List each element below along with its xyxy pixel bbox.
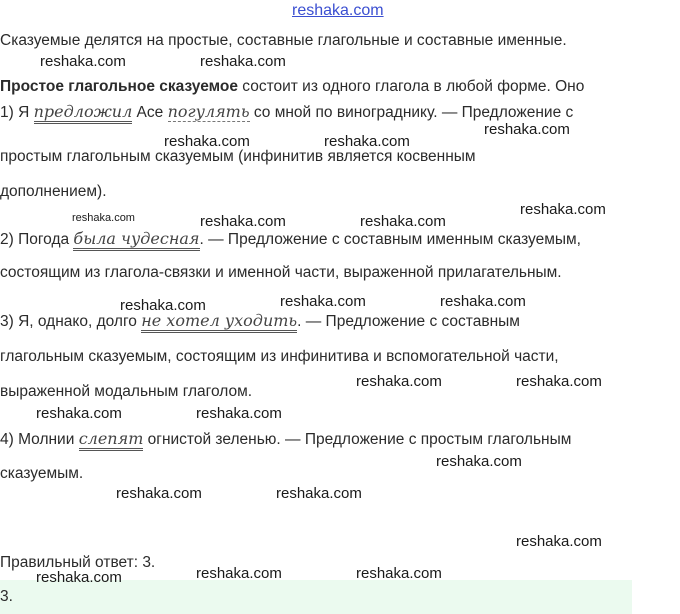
watermark: reshaka.com bbox=[164, 133, 250, 150]
ex2-pre: 2) Погода bbox=[0, 231, 74, 248]
example-3-line-3: выраженной модальным глаголом. bbox=[0, 383, 253, 400]
example-2-line-1 bbox=[0, 229, 581, 249]
example-2-line-2: состоящим из глагола-связки и именной части, выраженной прилагательным. bbox=[0, 264, 562, 281]
watermark: reshaka.com bbox=[516, 533, 602, 550]
example-4-line-2: сказуемым. bbox=[0, 465, 84, 482]
watermark: reshaka.com bbox=[356, 565, 442, 582]
watermark: reshaka.com bbox=[484, 121, 570, 138]
watermark: reshaka.com bbox=[36, 405, 122, 422]
watermark: reshaka.com bbox=[200, 213, 286, 230]
watermark: reshaka.com bbox=[196, 405, 282, 422]
site-title[interactable]: reshaka.com bbox=[292, 2, 384, 19]
ex2-post: . — Предложение с составным именным сказуемым, bbox=[199, 231, 581, 248]
watermark: reshaka.com bbox=[200, 53, 286, 70]
intro-text: Сказуемые делятся на простые, составные глагольные и составные именные. bbox=[0, 32, 567, 49]
ex4-predicate: слепят bbox=[79, 429, 144, 451]
ex1-verb: предложил bbox=[34, 102, 133, 124]
watermark: reshaka.com bbox=[436, 453, 522, 470]
correct-answer: Правильный ответ: 3. bbox=[0, 554, 156, 571]
watermark: reshaka.com bbox=[440, 293, 526, 310]
ex3-predicate: не хотел уходить bbox=[141, 311, 297, 333]
ex2-predicate: была чудесная bbox=[73, 229, 199, 251]
ex4-post: огнистой зеленью. — Предложение с простым глагольным bbox=[143, 431, 572, 448]
ex3-post: . — Предложение с составным bbox=[297, 313, 520, 330]
answer-value: 3. bbox=[0, 588, 13, 605]
example-1-line-1 bbox=[0, 102, 573, 122]
definition-term: Простое глагольное сказуемое bbox=[0, 78, 238, 95]
watermark: reshaka.com bbox=[516, 373, 602, 390]
watermark: reshaka.com bbox=[280, 293, 366, 310]
ex1-infinitive: погулять bbox=[167, 102, 250, 121]
watermark: reshaka.com bbox=[40, 53, 126, 70]
watermark: reshaka.com bbox=[276, 485, 362, 502]
watermark: reshaka.com bbox=[520, 201, 606, 218]
watermark: reshaka.com bbox=[120, 297, 206, 314]
ex1-mid: Асе bbox=[132, 104, 168, 121]
watermark: reshaka.com bbox=[360, 213, 446, 230]
example-3-line-1 bbox=[0, 311, 520, 331]
watermark: reshaka.com bbox=[36, 569, 122, 586]
watermark: reshaka.com bbox=[116, 485, 202, 502]
example-1-line-2: простым глагольным сказуемым (инфинитив является косвенным bbox=[0, 148, 476, 165]
ex1-pre: 1) Я bbox=[0, 104, 34, 121]
definition-line bbox=[0, 78, 584, 96]
watermark: reshaka.com bbox=[356, 373, 442, 390]
ex3-pre: 3) Я, однако, долго bbox=[0, 313, 142, 330]
ex1-post: со мной по винограднику. — Предложение с bbox=[253, 104, 574, 121]
definition-rest: состоит из одного глагола в любой форме. Оно bbox=[237, 78, 585, 95]
watermark: reshaka.com bbox=[196, 565, 282, 582]
watermark-small: reshaka.com bbox=[72, 212, 135, 224]
ex4-pre: 4) Молнии bbox=[0, 431, 79, 448]
example-4-line-1 bbox=[0, 429, 571, 449]
example-1-line-3: дополнением). bbox=[0, 183, 107, 200]
example-3-line-2: глагольным сказуемым, состоящим из инфинитива и вспомогательной части, bbox=[0, 348, 559, 365]
watermark: reshaka.com bbox=[324, 133, 410, 150]
